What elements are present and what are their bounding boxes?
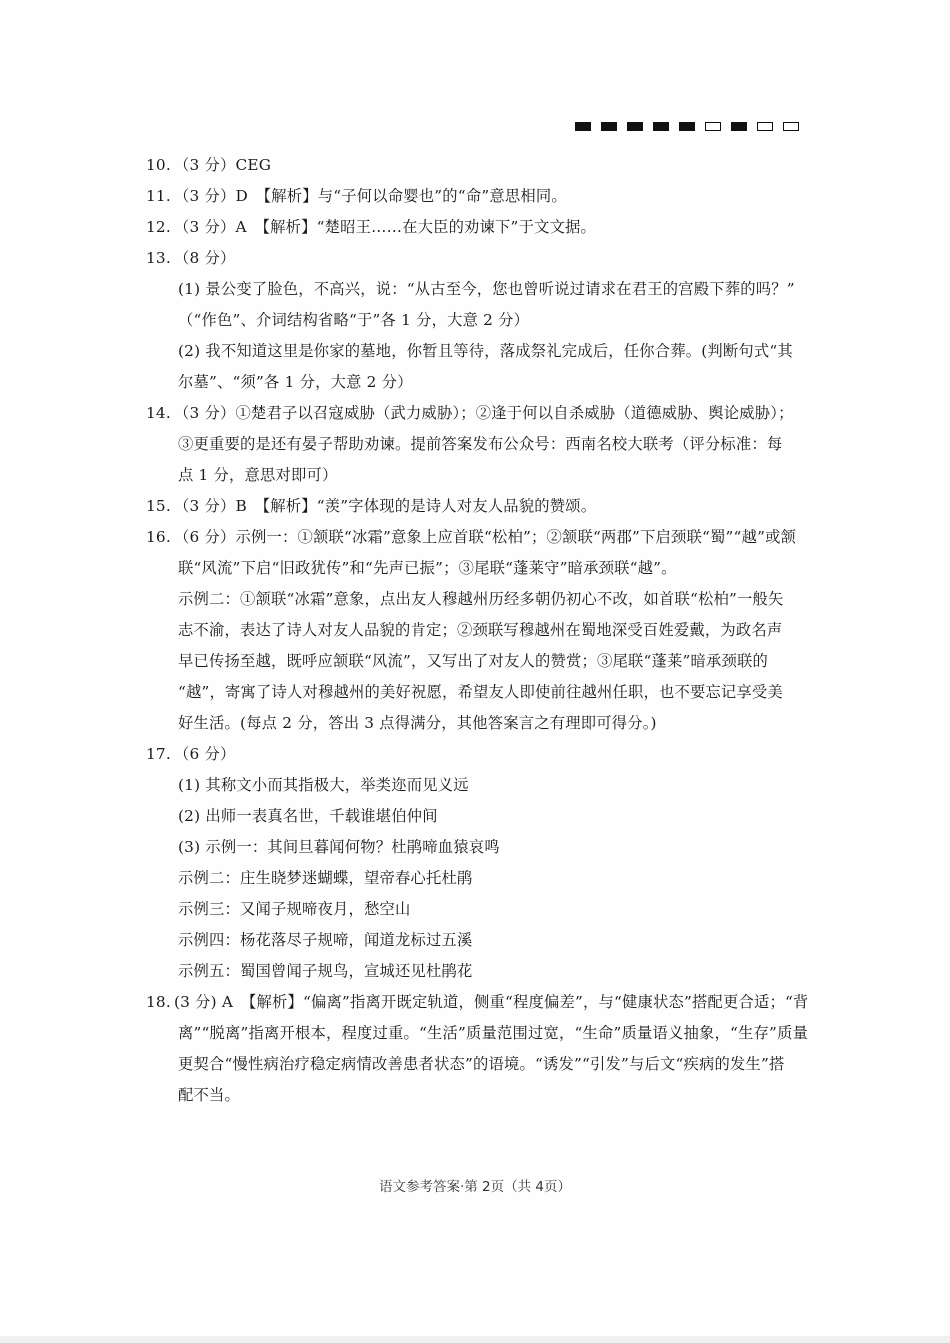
page-edge [0,1336,950,1343]
answer-text: 示例四：杨花落尽子规啼，闻道龙标过五溪 [178,931,473,949]
answer-line [146,925,816,956]
answer-text: （6 分）示例一：①颔联“冰霜”意象上应首联“松柏”；②颔联“两郡”下启颈联“蜀”“越”或颔 [174,528,797,546]
question-number: 13. [146,249,171,267]
answer-line [146,398,816,429]
answer-item [146,491,816,522]
answer-line [146,739,816,770]
answer-line [146,801,816,832]
answer-line [146,181,816,212]
answer-line [146,646,816,677]
answer-line [146,956,816,987]
answer-text: (2) 我不知道这里是你家的墓地，你暂且等待，落成祭礼完成后，任你合葬。(判断句式“其 [178,342,793,360]
answer-item [146,181,816,212]
answer-text: 点 1 分，意思对即可） [178,466,338,484]
answer-line [146,522,816,553]
answer-item [146,770,816,987]
question-number: 12. [146,218,171,236]
answer-text: 好生活。(每点 2 分，答出 3 点得满分，其他答案言之有理即可得分。) [178,714,657,732]
answer-line [146,677,816,708]
answer-line [146,491,816,522]
answer-line [146,894,816,925]
answer-text: 离”“脱离”指离开根本，程度过重。“生活”质量范围过宽，“生命”质量语义抽象，“生存”质量 [178,1024,809,1042]
answer-line [146,1018,816,1049]
progress-marks [575,122,799,131]
answer-text: 志不渝，表达了诗人对友人品貌的肯定；②颈联写穆越州在蜀地深受百姓爱戴，为政名声 [178,621,783,639]
filled-box-icon [731,122,747,131]
answer-text: （3 分）B 【解析】“羡”字体现的是诗人对友人品貌的赞颂。 [174,497,597,515]
answer-line [146,212,816,243]
answer-line [146,708,816,739]
answer-item [146,150,816,181]
answer-content [146,150,816,1111]
answer-item [146,398,816,491]
answer-text: (3 分) A 【解析】“偏离”指离开既定轨道，侧重“程度偏差”，与“健康状态”搭配更合适；“背 [174,993,809,1011]
answer-text: 配不当。 [178,1086,240,1104]
page-footer: 语文参考答案·第 2页（共 4页） [378,1179,572,1195]
answer-text: 早已传扬至越，既呼应颔联“风流”，又写出了对友人的赞赏；③尾联“蓬莱”暗承颈联的 [178,652,768,670]
question-number: 14. [146,404,171,422]
question-number: 17. [146,745,171,763]
filled-box-icon [601,122,617,131]
answer-line [146,243,816,274]
answer-line [146,615,816,646]
answer-text: (1) 其称文小而其指极大，举类迩而见义远 [178,776,469,794]
answer-text: 更契合“慢性病治疗稳定病情改善患者状态”的语境。“诱发”“引发”与后文“疾病的发生”搭 [178,1055,785,1073]
answer-text: 示例二：①颔联“冰霜”意象，点出友人穆越州历经多朝仍初心不改，如首联“松柏”一般矢 [178,590,784,608]
answer-line [146,274,816,305]
answer-line [146,460,816,491]
empty-box-icon [705,122,721,131]
answer-text: 示例二：庄生晓梦迷蝴蝶，望帝春心托杜鹃 [178,869,473,887]
answer-item [146,987,816,1111]
answer-line [146,584,816,615]
answer-text: 示例五：蜀国曾闻子规鸟，宣城还见杜鹃花 [178,962,473,980]
question-number: 18. [146,993,171,1011]
answer-line [146,150,816,181]
question-number: 15. [146,497,171,515]
answer-text: （8 分） [174,249,236,267]
answer-line [146,336,816,367]
filled-box-icon [575,122,591,131]
answer-text: （6 分） [174,745,236,763]
answer-item [146,739,816,770]
answer-text: ③更重要的是还有晏子帮助劝谏。提前答案发布公众号：西南名校大联考（评分标准：每 [178,435,783,453]
question-number: 11. [146,187,171,205]
answer-line [146,863,816,894]
answer-text: （“作色”、介词结构省略“于”各 1 分，大意 2 分） [178,311,530,329]
answer-line [146,429,816,460]
answer-text: 尔墓”、“须”各 1 分，大意 2 分） [178,373,413,391]
empty-box-icon [783,122,799,131]
question-number: 16. [146,528,171,546]
answer-line [146,832,816,863]
answer-text: 联“风流”下启“旧政犹传”和“先声已振”；③尾联“蓬莱守”暗承颈联“越”。 [178,559,677,577]
answer-line [146,553,816,584]
answer-item [146,522,816,739]
answer-text: （3 分）CEG [174,156,272,174]
answer-text: （3 分）D 【解析】与“子何以命婴也”的“命”意思相同。 [174,187,567,205]
answer-line [146,367,816,398]
filled-box-icon [653,122,669,131]
answer-item [146,243,816,274]
filled-box-icon [627,122,643,131]
answer-line [146,987,816,1018]
answer-line [146,1049,816,1080]
answer-text: (1) 景公变了脸色，不高兴，说：“从古至今，您也曾听说过请求在君王的宫殿下葬的吗？” [178,280,795,298]
question-number: 10. [146,156,171,174]
answer-text: （3 分）A 【解析】“楚昭王……在大臣的劝谏下”于文文据。 [174,218,597,236]
answer-line [146,770,816,801]
answer-text: 示例三：又闻子规啼夜月，愁空山 [178,900,411,918]
answer-text: (3) 示例一：其间旦暮闻何物？杜鹃啼血猿哀鸣 [178,838,500,856]
answer-item [146,274,816,398]
answer-text: （3 分）①楚君子以召寇威胁（武力威胁）；②逢于何以自杀威胁（道德威胁、舆论威胁）； [174,404,794,422]
answer-text: (2) 出师一表真名世，千载谁堪伯仲间 [178,807,438,825]
answer-line [146,1080,816,1111]
answer-line [146,305,816,336]
empty-box-icon [757,122,773,131]
answer-text: “越”，寄寓了诗人对穆越州的美好祝愿，希望友人即使前往越州任职，也不要忘记享受美 [178,683,783,701]
answer-item [146,212,816,243]
filled-box-icon [679,122,695,131]
